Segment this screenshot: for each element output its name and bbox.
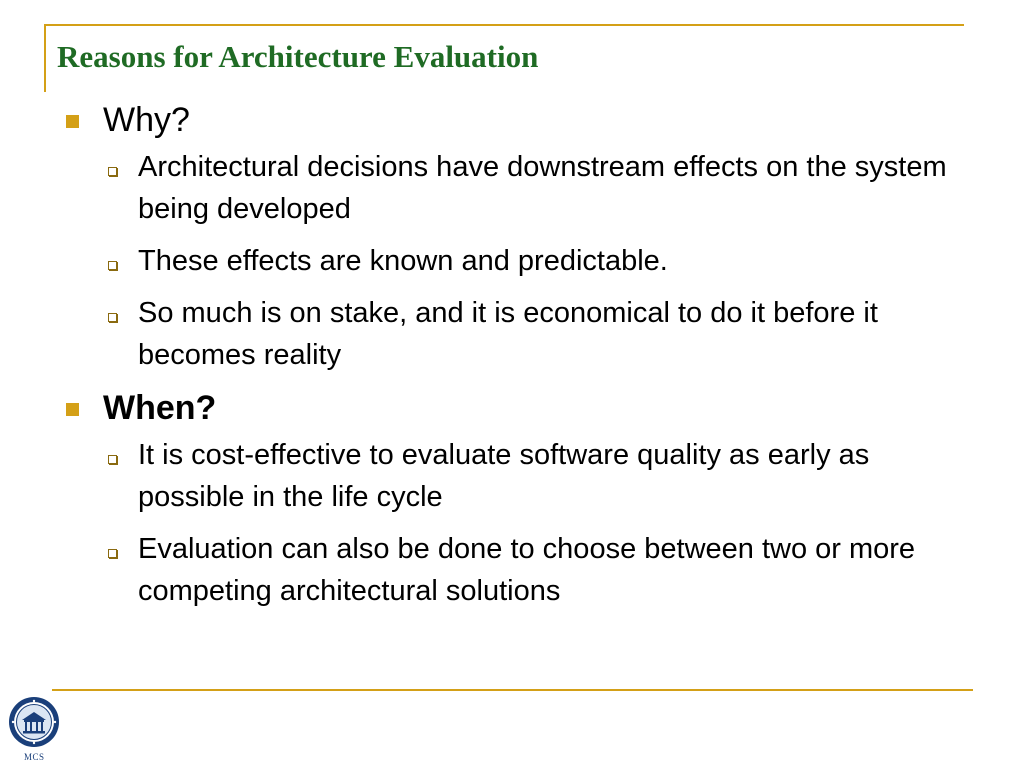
hollow-square-bullet-icon: [108, 261, 117, 270]
bullet-why: [66, 98, 966, 142]
sub-bullet-text: These effects are known and predictable.: [138, 245, 668, 277]
slide-body: [66, 98, 966, 622]
sub-bullet-text: So much is on stake, and it is economical to do it before it becomes reality: [138, 297, 878, 371]
sub-bullet-text: Evaluation can also be done to choose between two or more competing architectural solutions: [138, 533, 916, 607]
sub-bullet: [66, 528, 966, 612]
sub-bullet: [66, 434, 966, 518]
hollow-square-bullet-icon: [108, 549, 117, 558]
bullet-when: [66, 386, 966, 430]
sub-bullet-text: It is cost-effective to evaluate software quality as early as possible in the life cycle: [138, 439, 870, 513]
hollow-square-bullet-icon: [108, 313, 117, 322]
slide-title: Reasons for Architecture Evaluation: [57, 39, 539, 74]
hollow-square-bullet-icon: [108, 455, 117, 464]
bottom-rule: [52, 689, 973, 691]
sub-bullet: [66, 240, 966, 282]
university-seal-icon: [8, 696, 60, 748]
top-rule: [44, 24, 964, 26]
section-heading: When?: [103, 389, 217, 427]
sub-bullet: [66, 292, 966, 376]
sub-bullet-text: Architectural decisions have downstream effects on the system being developed: [138, 151, 947, 225]
logo-label: MCS: [24, 752, 45, 762]
section-heading: Why?: [103, 101, 190, 139]
hollow-square-bullet-icon: [108, 167, 117, 176]
left-rule: [44, 24, 46, 92]
sub-bullet: [66, 146, 966, 230]
square-bullet-icon: [66, 115, 79, 128]
square-bullet-icon: [66, 403, 79, 416]
